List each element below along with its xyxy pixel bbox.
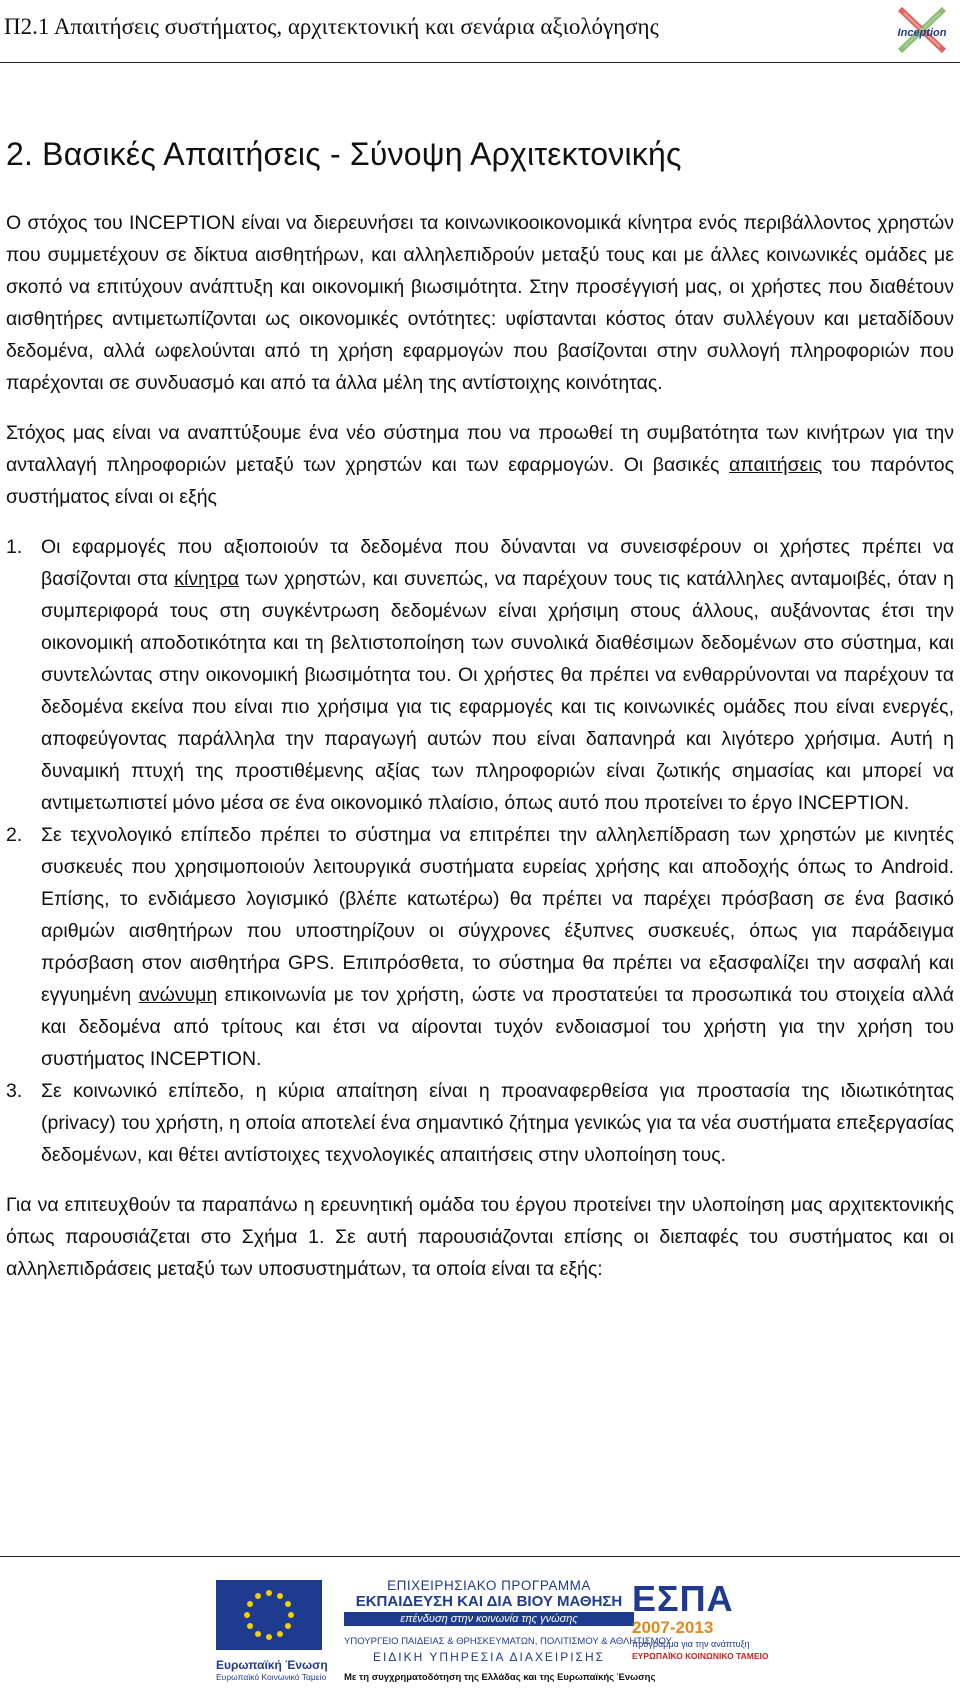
espa-years: 2007-2013 — [632, 1618, 714, 1637]
list-number: 3. — [6, 1080, 23, 1102]
programme-logo — [344, 1578, 672, 1683]
espa-mark-icon — [628, 1600, 638, 1660]
item2-text-b: επικοινωνία με τον χρήστη, ώστε να προστατεύει τα προσωπικά του στοιχεία αλλά και δεδομένα από τρίτους και έτσι να αίρονται τυχόν ενδοιασμοί του χρήστη για την χρήση του συστήματος INCEPTION. — [41, 984, 954, 1070]
item2-text-a: Σε τεχνολογικό επίπεδο πρέπει το σύστημα να επιτρέπει την αλληλεπίδραση των χρηστών με κινητές συσκευές που χρησιμοποιούν λειτουργικά συστήματα ευρείας χρήσης και αποδοχής όπως το Android. Επίσης, το ενδιάμεσο λογισμικό (βλέπε κατωτέρω) θα πρέπει να παρέχει πρόσβαση σε ένα βασικό αριθμών αισθητήρων που υποστηρίζουν οι σύγχρονες έξυπνες συσκευές, όπως για παράδειγμα πρόσβαση στον αισθητήρα GPS. Επιπρόσθετα, το σύστημα θα πρέπει να εξασφαλίζει την ασφαλή και εγγυημένη — [41, 824, 954, 1006]
requirements-list — [6, 531, 954, 1171]
header-title: Π2.1 Απαιτήσεις συστήματος, αρχιτεκτονική και σενάρια αξιολόγησης — [4, 14, 659, 39]
programme-band: επένδυση στην κοινωνία της γνώσης — [344, 1612, 634, 1626]
page-footer — [0, 1570, 960, 1688]
inception-logo — [890, 3, 954, 59]
section-heading: 2. Βασικές Απαιτήσεις - Σύνοψη Αρχιτεκτονικής — [6, 136, 682, 172]
espa-tagline: πρόγραμμα για την ανάπτυξη — [632, 1639, 750, 1649]
eu-flag-icon — [216, 1580, 322, 1650]
item3-text: Σε κοινωνικό επίπεδο, η κύρια απαίτηση είναι η προαναφερθείσα για προστασία της ιδιωτικότητας (privacy) του χρήστη, η οποία αποτελεί ένα σημαντικό ζήτημα γενικώς για τα νέα συστήματα επεξεργασίας δεδομένων, και θέτει αντίστοιχες τεχνολογικές απαιτήσεις στην υλοποίηση τους. — [41, 1080, 954, 1166]
programme-line1: ΕΠΙΧΕΙΡΗΣΙΑΚΟ ΠΡΟΓΡΑΜΜΑ — [387, 1578, 591, 1593]
incentives-term: κίνητρα — [174, 568, 240, 590]
espa-fund: ΕΥΡΩΠΑΪΚΟ ΚΟΙΝΩΝΙΚΟ ΤΑΜΕΙΟ — [632, 1651, 769, 1661]
anonymous-term: ανώνυμη — [138, 984, 218, 1006]
page-header — [0, 0, 960, 63]
list-item — [6, 531, 954, 819]
list-number: 1. — [6, 536, 23, 558]
goal-text-b: του παρόντος συστήματος είναι οι εξής — [6, 454, 954, 508]
espa-title: ΕΣΠΑ — [632, 1578, 734, 1619]
item1-text-a: Οι εφαρμογές που αξιοποιούν τα δεδομένα που δύνανται να συνεισφέρουν οι χρήστες πρέπει να βασίζονται στα — [41, 536, 954, 590]
list-item — [6, 819, 954, 1075]
ministry-line: ΥΠΟΥΡΓΕΙΟ ΠΑΙΔΕΙΑΣ & ΘΡΗΣΚΕΥΜΑΤΩΝ, ΠΟΛΙΤΙΣΜΟΥ & ΑΘΛΗΤΙΣΜΟΥ — [344, 1636, 672, 1647]
cofunding-line: Με τη συγχρηματοδότηση της Ελλάδας και της Ευρωπαϊκής Ένωσης — [344, 1672, 656, 1683]
document-body — [6, 136, 954, 1303]
logo-text: Inception — [897, 27, 947, 39]
programme-line2: ΕΚΠΑΙΔΕΥΣΗ ΚΑΙ ΔΙΑ ΒΙΟΥ ΜΑΘΗΣΗ — [355, 1593, 623, 1610]
list-number: 2. — [6, 824, 23, 846]
eu-logo — [216, 1580, 326, 1682]
list-item — [6, 1075, 954, 1171]
intro-paragraph: Ο στόχος του INCEPTION είναι να διερευνήσει τα κοινωνικοοικονομικά κίνητρα ενός περιβάλλοντος χρηστών που συμμετέχουν σε δίκτυα αισθητήρων, και αλληλεπιδρούν μεταξύ τους και με άλλες κοινωνικές ομάδες με σκοπό να επιτύχουν ανάπτυξη και οικονομική βιωσιμότητα. Στην προσέγγισή μας, οι χρήστες που διαθέτουν αισθητήρες αντιμετωπίζονται ως οικονομικές οντότητες: υφίστανται κόστος όταν συλλέγουν και μεταδίδουν δεδομένα, αλλά ωφελούνται από τη χρήση εφαρμογών που βασίζονται στην συλλογή πληροφοριών που παρέχονται σε συνδυασμό και από τα άλλα μέλη της αντίστοιχης κοινότητας. — [6, 212, 954, 394]
goal-paragraph — [6, 417, 954, 513]
espa-logo — [632, 1578, 769, 1662]
goal-text-a: Στόχος μας είναι να αναπτύξουμε ένα νέο σύστημα που να προωθεί τη συμβατότητα των κινήτρων για την ανταλλαγή πληροφοριών μεταξύ των χρηστών και των εφαρμογών. Οι βασικές — [6, 422, 954, 476]
eu-subcaption: Ευρωπαϊκό Κοινωνικό Ταμείο — [216, 1672, 327, 1682]
footer-divider — [0, 1556, 960, 1557]
item1-text-b: των χρηστών, και συνεπώς, να παρέχουν τους τις κατάλληλες ανταμοιβές, όταν η συμπεριφορά τους στη συγκέντρωση δεδομένων είναι χρήσιμη στους άλλους, αυξάνοντας έτσι την οικονομική αποδοτικότητα και τη βελτιστοποίηση των συνολικά διαθέσιμων δεδομένων στο σύστημα, και συντελώντας στην οικονομική βιωσιμότητα του. Οι χρήστες θα πρέπει να ενθαρρύνονται να παρέχουν τα δεδομένα εκείνα που είναι πιο χρήσιμα για τις εφαρμογές και τις κοινωνικές ομάδες που είναι ενεργές, αποφεύγοντας παράλληλα την παραγωγή αυτών που είναι δαπανηρά και λιγότερο χρήσιμα. Αυτή η δυναμική πτυχή της προστιθέμενης αξίας των πληροφοριών είναι ζωτικής σημασίας και μπορεί να αντιμετωπιστεί μόνο μέσα σε ένα οικονομικό πλαίσιο, όπως αυτό που προτείνει το έργο INCEPTION. — [41, 568, 954, 814]
closing-paragraph: Για να επιτευχθούν τα παραπάνω η ερευνητική ομάδα του έργου προτείνει την υλοποίηση μας αρχιτεκτονικής όπως παρουσιάζεται στο Σχήμα 1. Σε αυτή παρουσιάζονται επίσης οι διεπαφές του συστήματος και οι αλληλεπιδράσεις μεταξύ των υποσυστημάτων, τα οποία είναι τα εξής: — [6, 1194, 954, 1280]
requirements-term: απαιτήσεις — [729, 454, 823, 476]
service-line: ΕΙΔΙΚΗ ΥΠΗΡΕΣΙΑ ΔΙΑΧΕΙΡΙΣΗΣ — [372, 1650, 606, 1664]
eu-caption: Ευρωπαϊκή Ένωση — [216, 1658, 328, 1672]
